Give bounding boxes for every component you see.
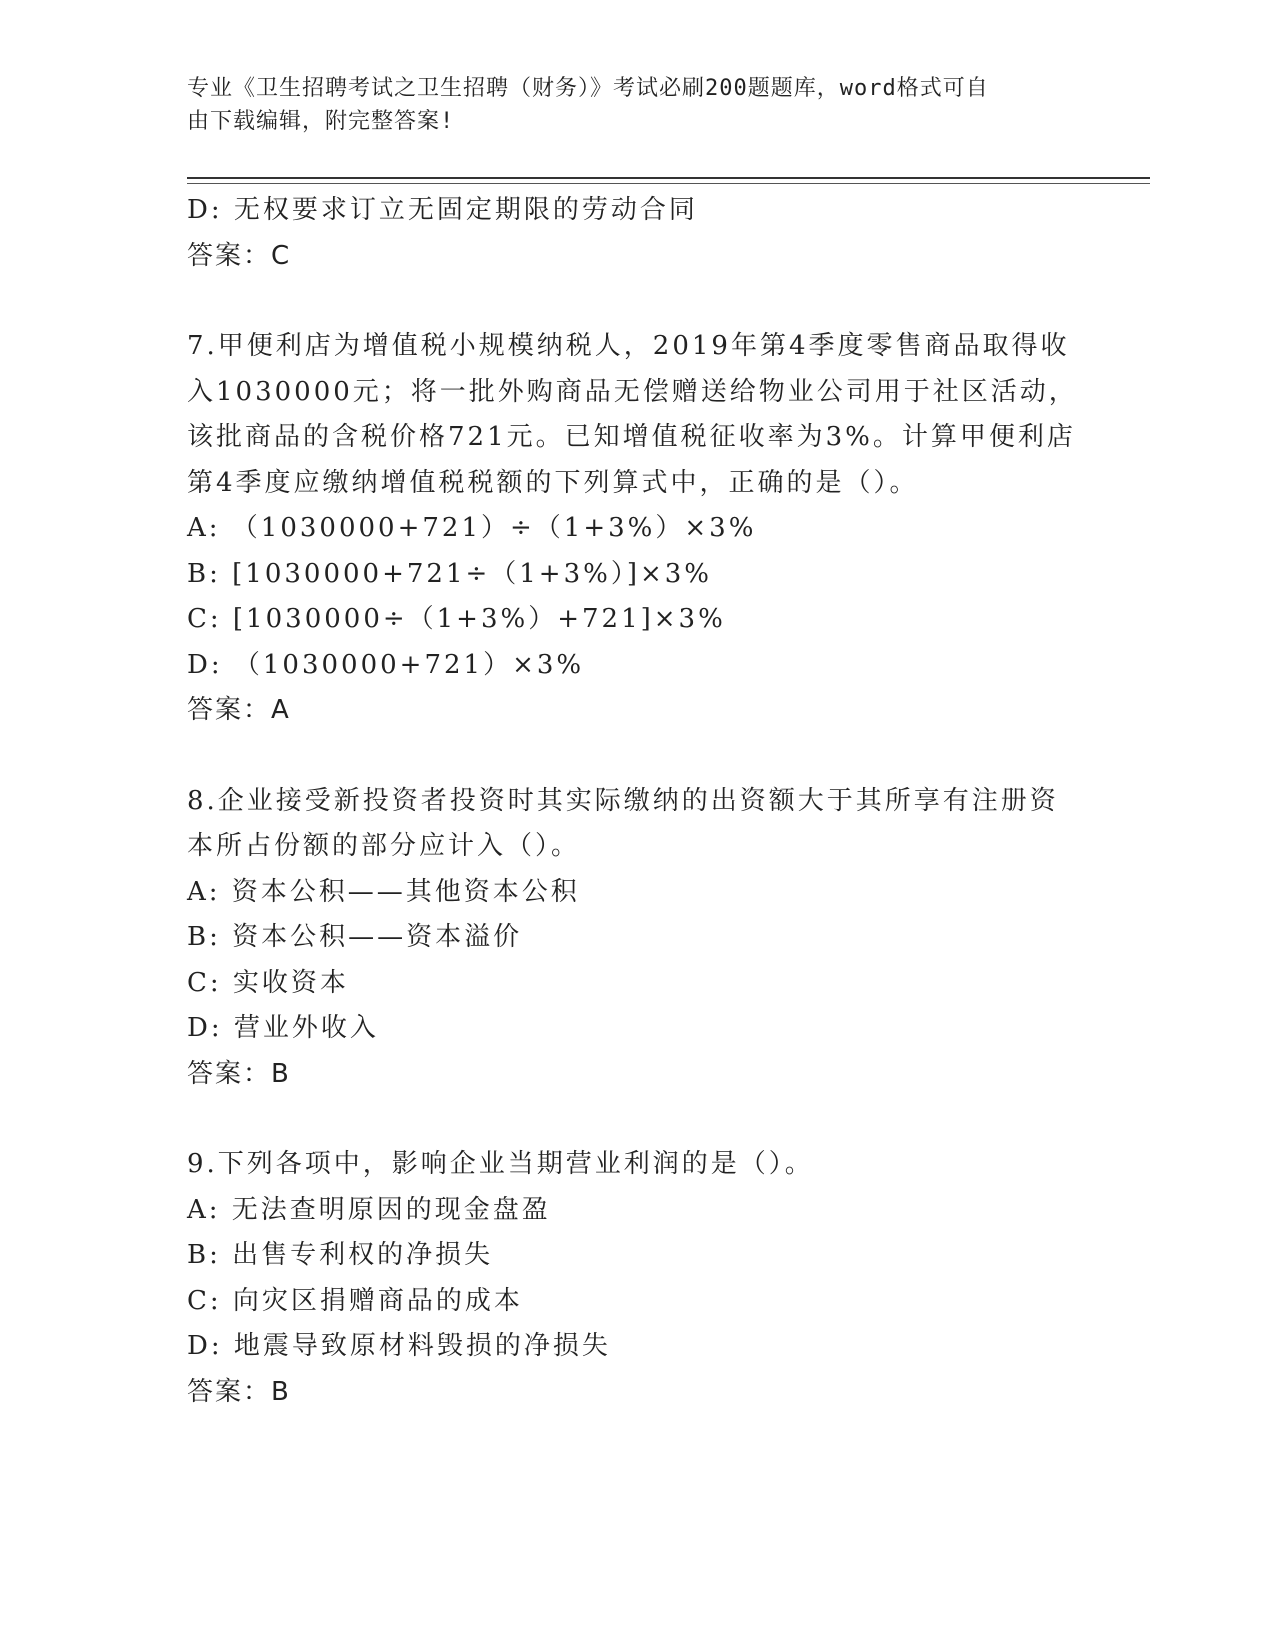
question-text-line: 本所占份额的部分应计入（）。: [187, 831, 581, 861]
header-divider-thick: [187, 177, 1150, 179]
option-b: B: [1030000+721÷（1+3%）]×3%: [187, 558, 713, 589]
answer-line: 答案：A: [187, 695, 291, 725]
option-d: D: 无权要求订立无固定期限的劳动合同: [187, 195, 698, 225]
option-b: B: 资本公积——资本溢价: [187, 922, 523, 952]
option-c: C: 实收资本: [187, 967, 349, 998]
question-text-line: 7.甲便利店为增值税小规模纳税人，2019年第4季度零售商品取得收: [187, 331, 1070, 361]
question-7: [187, 324, 1078, 734]
option-d: D: （1030000+721）×3%: [187, 649, 585, 680]
question-text-line: 8.企业接受新投资者投资时其实际缴纳的出资额大于其所享有注册资: [187, 785, 1059, 816]
option-d: D: 营业外收入: [187, 1013, 379, 1043]
question-8: [187, 779, 1067, 1098]
option-a: A: 资本公积——其他资本公积: [187, 876, 580, 907]
header-divider-thin: [187, 183, 1150, 184]
question-text-line: 该批商品的含税价格721元。已知增值税征收率为3%。计算甲便利店: [187, 422, 1076, 452]
option-a: A: 无法查明原因的现金盘盈: [187, 1194, 551, 1225]
answer-line: 答案：B: [187, 1058, 291, 1089]
option-d: D: 地震导致原材料毁损的净损失: [187, 1331, 611, 1361]
question-text-line: 入1030000元；将一批外购商品无偿赠送给物业公司用于社区活动，: [187, 376, 1078, 407]
question-text-line: 第4季度应缴纳增值税税额的下列算式中，正确的是（）。: [187, 467, 919, 498]
header-line-2: 由下载编辑，附完整答案!: [187, 109, 455, 134]
option-b: B: 出售专利权的净损失: [187, 1240, 494, 1270]
spacer: [187, 1097, 1067, 1142]
spacer: [187, 734, 1067, 779]
question-9: [187, 1142, 1067, 1415]
prev-question-tail: [187, 188, 1067, 279]
answer-line: 答案：B: [187, 1376, 291, 1407]
answer-line: 答案：C: [187, 240, 292, 271]
document-body: [187, 188, 1078, 1415]
option-a: A: （1030000+721）÷（1+3%）×3%: [187, 513, 757, 543]
header-line-1: 专业《卫生招聘考试之卫生招聘（财务）》考试必刷200题题库，word格式可自: [187, 76, 989, 101]
question-text-line: 9.下列各项中，影响企业当期营业利润的是（）。: [187, 1149, 814, 1179]
option-c: C: 向灾区捐赠商品的成本: [187, 1285, 523, 1316]
spacer: [187, 279, 1067, 324]
option-c: C: [1030000÷（1+3%）+721]×3%: [187, 604, 726, 634]
document-header: [187, 72, 1067, 138]
